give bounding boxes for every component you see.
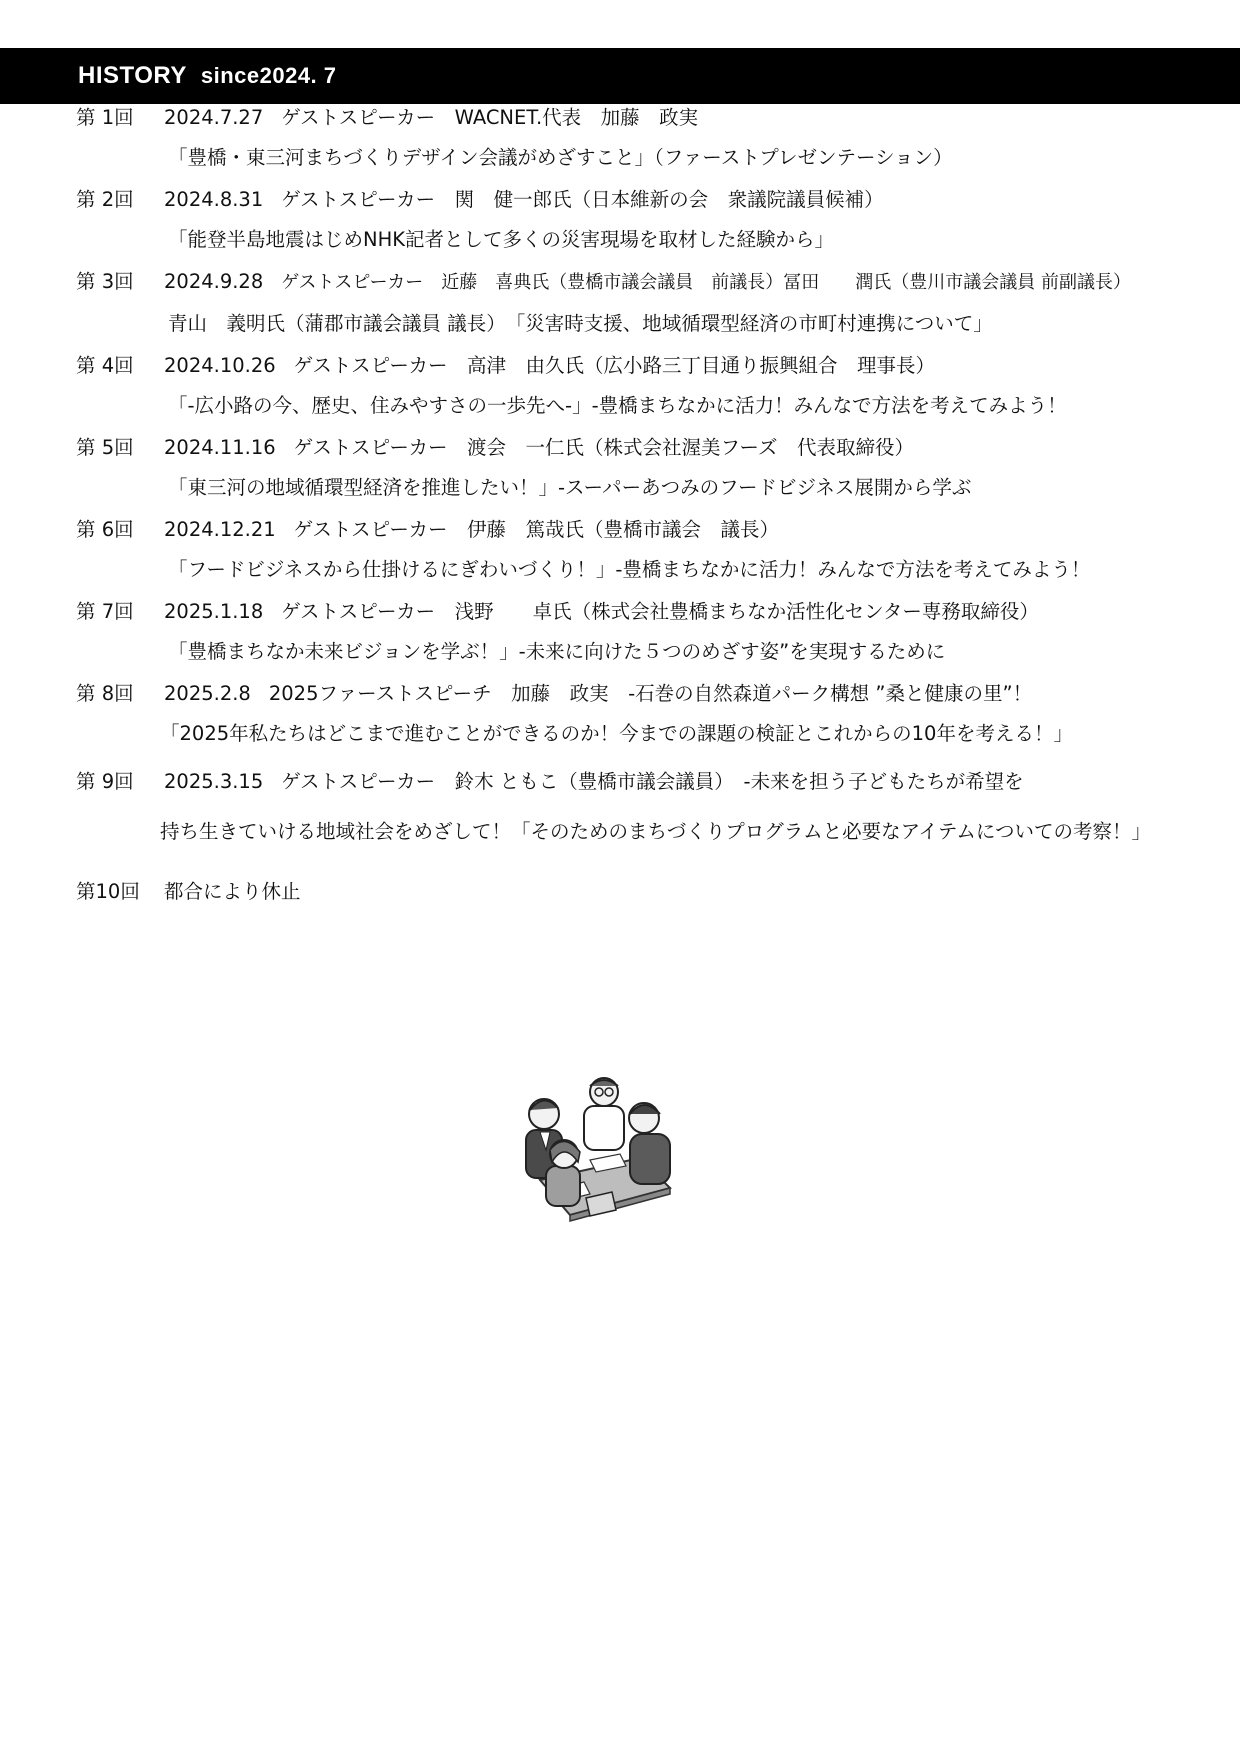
entry-speaker: ゲストスピーカー 近藤 喜典氏（豊橋市議会議員 前議長）冨田 潤氏（豊川市議会議員 前副議長） bbox=[281, 272, 1131, 293]
entry-line-1 bbox=[76, 268, 1131, 297]
entry-number: 第 4回 bbox=[76, 354, 134, 377]
entry-number: 第 9回 bbox=[76, 770, 134, 793]
entry-topic: 「-広小路の今、歴史、住みやすさの一歩先へ-」-豊橋まちなかに活力！みんなで方法を考えてみよう！ bbox=[168, 394, 1067, 417]
entry-line-1 bbox=[76, 680, 1032, 708]
entry-speaker: 2025ファーストスピーチ 加藤 政実 -石巻の自然森道パーク構想 ”桑と健康の里”！ bbox=[268, 682, 1033, 705]
history-header-bar bbox=[0, 48, 1240, 104]
entry-number: 第 1回 bbox=[76, 106, 134, 129]
entry-line-1 bbox=[76, 768, 1024, 796]
entry-topic: 持ち生きていける地域社会をめざして！「そのためのまちづくりプログラムと必要なアイテムについての考察！」 bbox=[160, 820, 1151, 843]
entry-date: 2024.7.27 bbox=[164, 106, 264, 129]
entry-line-1 bbox=[76, 104, 698, 132]
entry-speaker: ゲストスピーカー 浅野 卓氏（株式会社豊橋まちなか活性化センター専務取締役） bbox=[281, 600, 1039, 623]
entry-date: 2025.2.8 bbox=[164, 682, 251, 705]
entry-date: 2024.12.21 bbox=[164, 518, 276, 541]
entry-line-1 bbox=[76, 598, 1039, 626]
history-title: HISTORY bbox=[78, 62, 187, 89]
entry-number: 第10回 bbox=[76, 880, 140, 903]
entry-date: 2024.8.31 bbox=[164, 188, 264, 211]
entry-number: 第 8回 bbox=[76, 682, 134, 705]
meeting-people-illustration bbox=[520, 1070, 680, 1230]
entry-line-1 bbox=[76, 352, 935, 380]
entry-topic: 「東三河の地域循環型経済を推進したい！」-スーパーあつみのフードビジネス展開から学ぶ bbox=[168, 476, 972, 499]
entry-topic: 「2025年私たちはどこまで進むことができるのか！今までの課題の検証とこれからの10年を考える！」 bbox=[160, 722, 1073, 745]
entry-line-1 bbox=[76, 186, 884, 214]
entry-date: 2024.9.28 bbox=[164, 270, 264, 293]
entry-speaker: ゲストスピーカー 渡会 一仁氏（株式会社渥美フーズ 代表取締役） bbox=[293, 436, 914, 459]
entry-speaker: 都合により休止 bbox=[164, 880, 301, 903]
history-since: since2024. 7 bbox=[200, 63, 337, 88]
entry-line-1 bbox=[76, 434, 914, 462]
entry-speaker: ゲストスピーカー 伊藤 篤哉氏（豊橋市議会 議長） bbox=[293, 518, 780, 541]
entry-speaker: ゲストスピーカー 関 健一郎氏（日本維新の会 衆議院議員候補） bbox=[281, 188, 884, 211]
entry-topic: 青山 義明氏（蒲郡市議会議員 議長） 「災害時支援、地域循環型経済の市町村連携について」 bbox=[168, 312, 993, 335]
entry-date: 2025.1.18 bbox=[164, 600, 264, 623]
entry-date: 2024.10.26 bbox=[164, 354, 276, 377]
entry-speaker: ゲストスピーカー 高津 由久氏（広小路三丁目通り振興組合 理事長） bbox=[293, 354, 936, 377]
entry-number: 第 5回 bbox=[76, 436, 134, 459]
entry-date: 2024.11.16 bbox=[164, 436, 276, 459]
entry-topic: 「豊橋まちなか未来ビジョンを学ぶ！」-未来に向けた５つのめざす姿”を実現するために bbox=[168, 640, 946, 663]
entry-date: 2025.3.15 bbox=[164, 770, 264, 793]
entry-number: 第 7回 bbox=[76, 600, 134, 623]
entry-speaker: ゲストスピーカー WACNET.代表 加藤 政実 bbox=[281, 106, 699, 129]
entry-speaker: ゲストスピーカー 鈴木 ともこ（豊橋市議会議員） -未来を担う子どもたちが希望を bbox=[281, 770, 1024, 793]
entry-topic: 「豊橋・東三河まちづくりデザイン会議がめざすこと」（ファーストプレゼンテーション） bbox=[168, 146, 953, 169]
entry-number: 第 2回 bbox=[76, 188, 134, 211]
entry-topic: 「フードビジネスから仕掛けるにぎわいづくり！」-豊橋まちなかに活力！みんなで方法を考えてみよう！ bbox=[168, 558, 1091, 581]
entry-line-1 bbox=[76, 516, 779, 544]
entry-line-1 bbox=[76, 878, 301, 906]
entry-number: 第 3回 bbox=[76, 270, 134, 293]
entry-topic: 「能登半島地震はじめNHK記者として多くの災害現場を取材した経験から」 bbox=[168, 228, 835, 251]
entry-number: 第 6回 bbox=[76, 518, 134, 541]
